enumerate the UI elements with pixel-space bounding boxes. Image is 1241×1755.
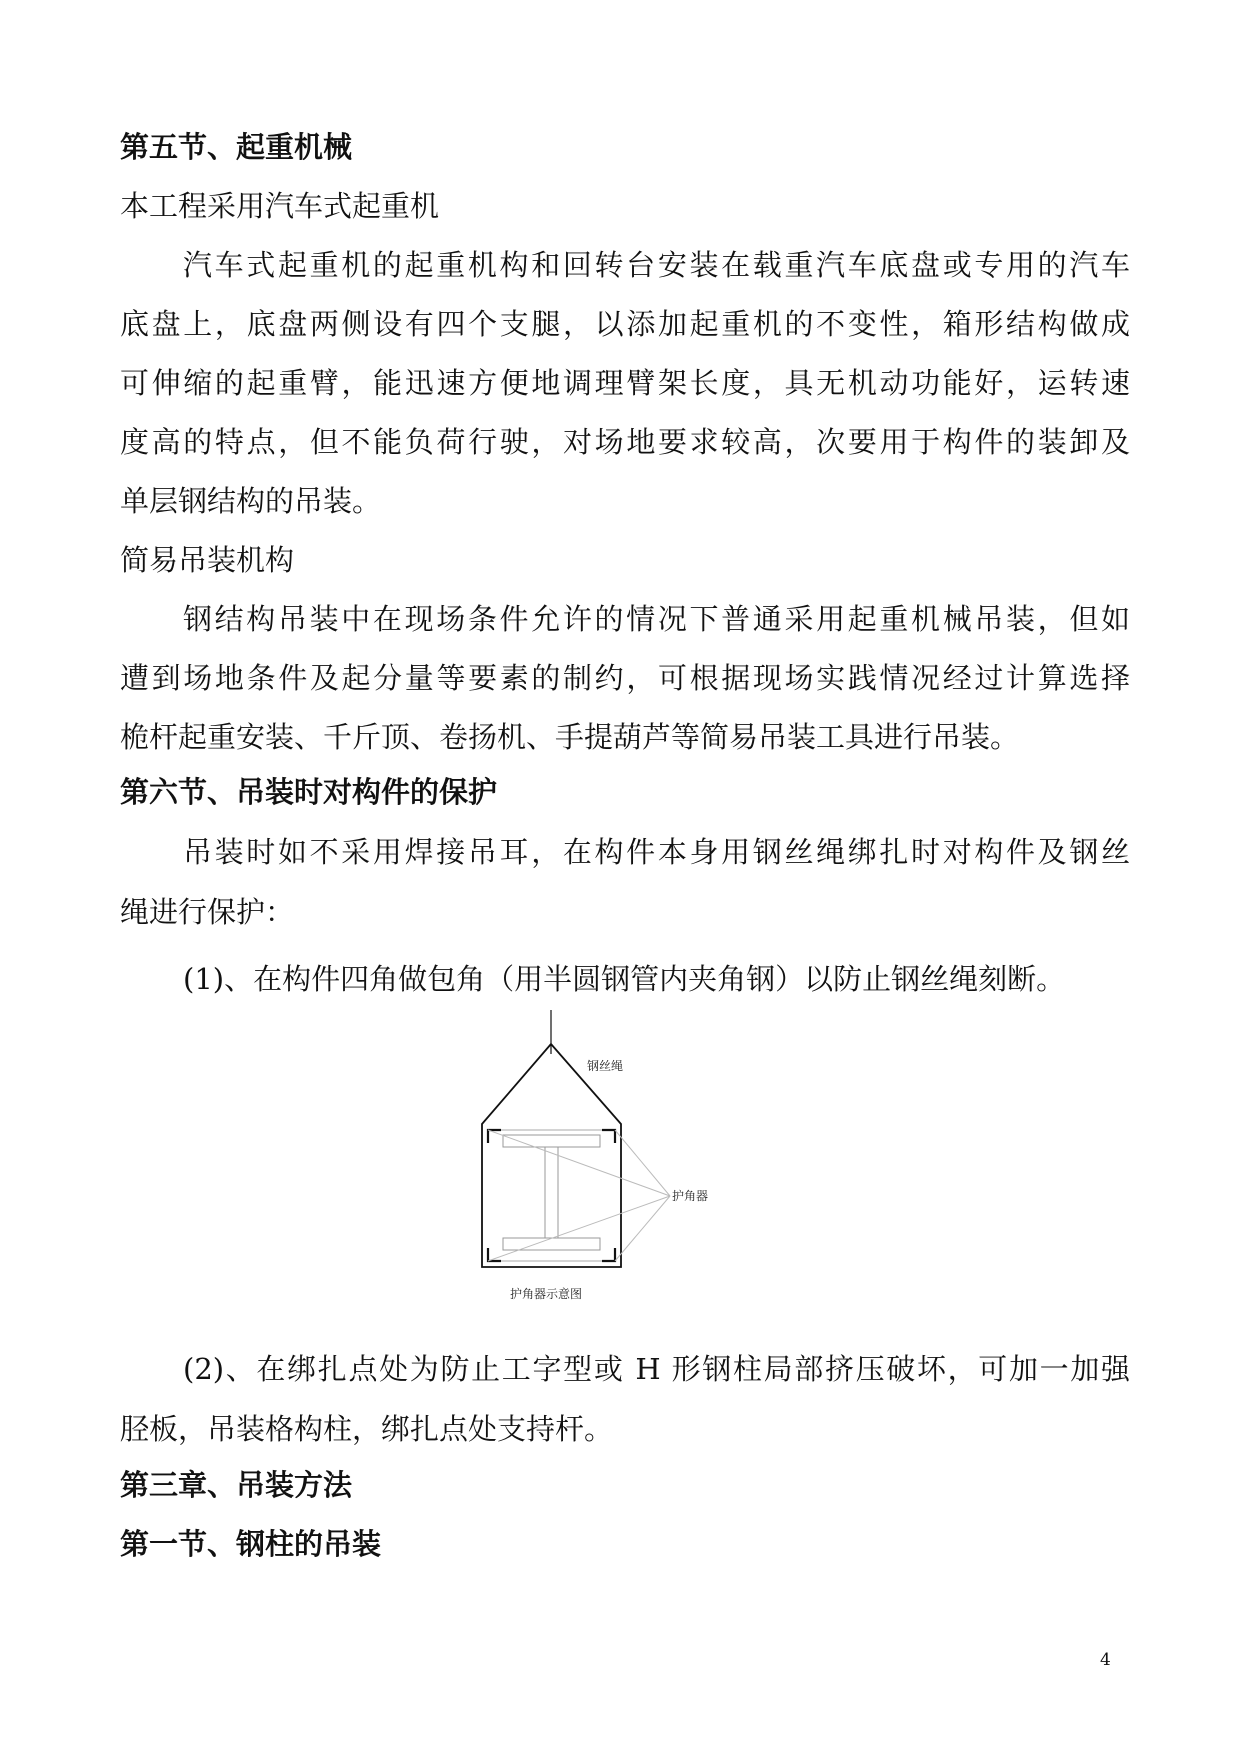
crane-type-line: 本工程采用汽车式起重机	[120, 189, 440, 223]
simple-paragraph-line-3: 桅杆起重安装、千斤顶、卷扬机、手提葫芦等简易吊装工具进行吊装。	[120, 720, 1020, 754]
crane-paragraph-line-5: 单层钢结构的吊装。	[120, 484, 382, 518]
simple-paragraph-line-1: 钢结构吊装中在现场条件允许的情况下普通采用起重机械吊装，但如	[183, 602, 1130, 636]
section-heading-6: 第六节、吊装时对构件的保护	[120, 775, 498, 809]
item-2-line-1: (2)、在绑扎点处为防止工字型或 H 形钢柱局部挤压破坏，可加一加强	[183, 1352, 1130, 1386]
crane-paragraph-line-1: 汽车式起重机的起重机构和回转台安装在载重汽车底盘或专用的汽车	[183, 248, 1130, 282]
crane-paragraph-line-3: 可伸缩的起重臂，能迅速方便地调理臂架长度，具无机动功能好，运转速	[120, 366, 1130, 400]
page-number: 4	[1100, 1650, 1111, 1670]
chapter-3-heading: 第三章、吊装方法	[120, 1468, 353, 1502]
bottom-flange	[503, 1238, 600, 1250]
protect-paragraph-line-2: 绳进行保护：	[120, 895, 295, 929]
section-heading-5: 第五节、起重机械	[120, 130, 353, 164]
corner-protector-top-right	[602, 1130, 615, 1143]
corner-protector-bottom-right	[602, 1248, 615, 1261]
figure-caption: 护角器示意图	[510, 1287, 583, 1301]
corner-protector-svg	[470, 1010, 730, 1310]
item-2-line-2: 胫板，吊装格构柱，绑扎点处支持杆。	[120, 1412, 614, 1446]
simple-mechanism-line: 简易吊装机构	[120, 543, 295, 577]
item-1-line: (1)、在构件四角做包角（用半圆钢管内夹角钢）以防止钢丝绳刻断。	[183, 962, 1066, 996]
protector-label: 护角器	[672, 1189, 709, 1203]
rope-label: 钢丝绳	[587, 1059, 624, 1073]
simple-paragraph-line-2: 遭到场地条件及起分量等要素的制约，可根据现场实践情况经过计算选择	[120, 661, 1130, 695]
protect-paragraph-line-1: 吊装时如不采用焊接吊耳，在构件本身用钢丝绳绑扎时对构件及钢丝	[183, 835, 1130, 869]
rope-outline	[482, 1044, 624, 1267]
section-1-heading: 第一节、钢柱的吊装	[120, 1527, 382, 1561]
crane-paragraph-line-2: 底盘上，底盘两侧设有四个支腿，以添加起重机的不变性，箱形结构做成	[120, 307, 1130, 341]
crane-paragraph-line-4: 度高的特点，但不能负荷行驶，对场地要求较高，次要用于构件的装卸及	[120, 425, 1130, 459]
corner-protector-diagram	[470, 1010, 730, 1310]
